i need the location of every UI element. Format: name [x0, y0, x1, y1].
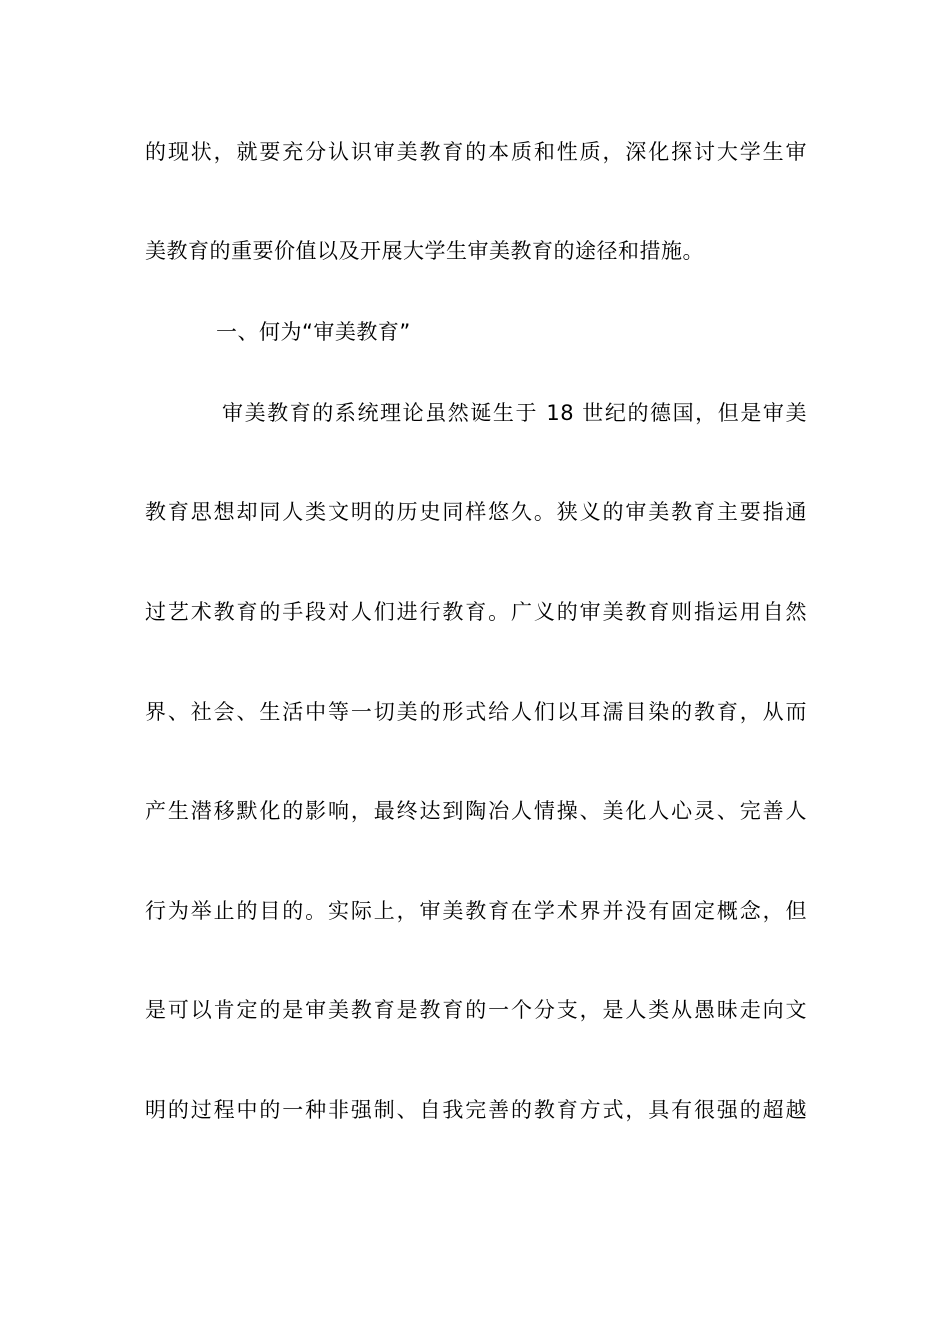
paragraph-line: 是可以肯定的是审美教育是教育的一个分支，是人类从愚昧走向文: [145, 998, 807, 1022]
paragraph-line: 界、社会、生活中等一切美的形式给人们以耳濡目染的教育，从而: [145, 700, 807, 724]
paragraph-line: 教育思想却同人类文明的历史同样悠久。狭义的审美教育主要指通: [145, 500, 807, 524]
paragraph-line: 过艺术教育的手段对人们进行教育。广义的审美教育则指运用自然: [145, 600, 807, 624]
paragraph-line: 产生潜移默化的影响，最终达到陶冶人情操、美化人心灵、完善人: [145, 799, 807, 823]
paragraph-line: 美教育的重要价值以及开展大学生审美教育的途径和措施。: [145, 239, 704, 263]
paragraph-line: 行为举止的目的。实际上，审美教育在学术界并没有固定概念，但: [145, 899, 807, 923]
paragraph-line: 的现状，就要充分认识审美教育的本质和性质，深化探讨大学生审: [145, 140, 807, 164]
paragraph-line: 明的过程中的一种非强制、自我完善的教育方式，具有很强的超越: [145, 1098, 807, 1122]
section-heading: 一、何为“审美教育”: [216, 320, 411, 344]
paragraph-line: 审美教育的系统理论虽然诞生于 18 世纪的德国，但是审美: [222, 401, 807, 425]
